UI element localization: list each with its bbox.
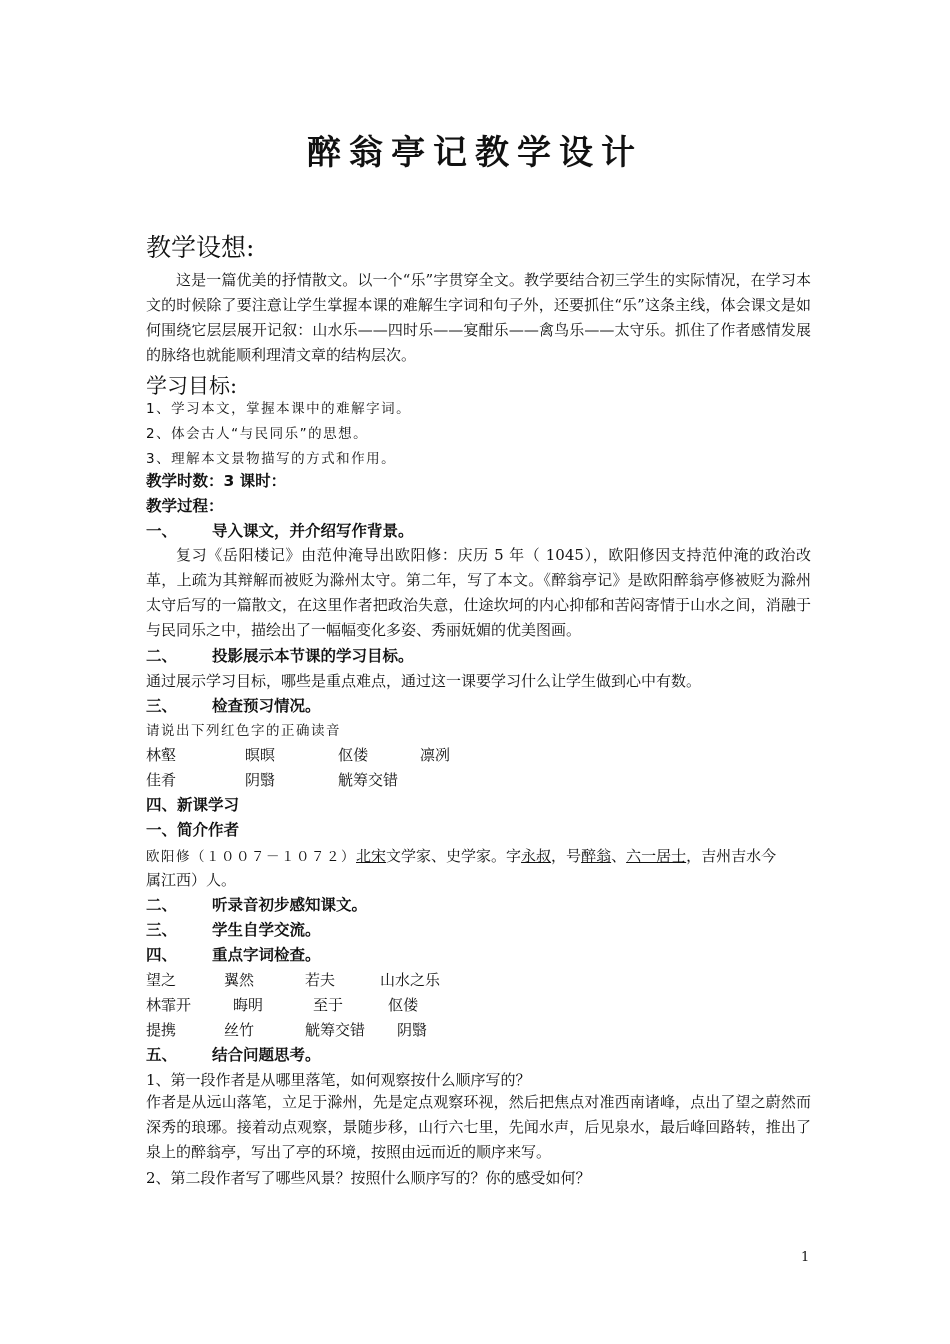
answer-1: 作者是从远山落笔，立足于滁州，先是定点观察环视，然后把焦点对准西南诸峰，点出了望之蔚然而深秀的琅琊。接着动点观察，景随步移，山行六七里，先闻水声，后见泉水，最后峰回路转，推出了泉上的醉翁亭，写出了亭的环境，按照由远而近的顺序来写。 bbox=[146, 1093, 811, 1161]
vocab-word: 暝暝 bbox=[245, 746, 276, 764]
teaching-hours: 教学时数：3 课时： bbox=[146, 472, 287, 490]
key-word: 望之 bbox=[146, 971, 177, 989]
author-text: ，号 bbox=[551, 847, 582, 865]
link-art-name-zuiweng[interactable]: 醉翁 bbox=[581, 847, 612, 865]
section-number: 二、 bbox=[146, 896, 178, 914]
author-intro-line-2: 属江西）人。 bbox=[146, 871, 237, 889]
goal-item: 3、理解本文景物描写的方式和作用。 bbox=[146, 451, 397, 467]
section-number: 四、 bbox=[146, 946, 178, 964]
section-2-heading bbox=[146, 645, 414, 667]
teaching-process-heading: 教学过程： bbox=[146, 497, 224, 515]
section-number: 五、 bbox=[146, 1046, 178, 1064]
link-northern-song[interactable]: 北宋 bbox=[356, 847, 387, 865]
author-name: 欧阳修 bbox=[146, 849, 191, 865]
vocab-word: 觥筹交错 bbox=[338, 771, 399, 789]
key-word: 晦明 bbox=[233, 996, 264, 1014]
heading-learning-goals: 学习目标: bbox=[146, 374, 238, 398]
author-intro-heading: 一、简介作者 bbox=[146, 821, 240, 839]
section-number: 一、 bbox=[146, 522, 178, 540]
section-title: 导入课文，并介绍写作背景。 bbox=[212, 522, 414, 540]
question-2: 2、第二段作者写了哪些风景？按照什么顺序写的？你的感受如何？ bbox=[146, 1169, 591, 1187]
goals-display-paragraph: 通过展示学习目标，哪些是重点难点，通过这一课要学习什么让学生做到心中有数。 bbox=[146, 672, 702, 690]
key-word: 山水之乐 bbox=[380, 971, 441, 989]
section-number: 三、 bbox=[146, 921, 178, 939]
step-2-heading bbox=[146, 894, 367, 916]
vocab-word: 凛冽 bbox=[420, 746, 451, 764]
key-word: 翼然 bbox=[224, 971, 255, 989]
key-word: 觥筹交错 bbox=[305, 1021, 366, 1039]
author-intro-line bbox=[146, 845, 776, 868]
vocab-word: 伛偻 bbox=[338, 746, 369, 764]
question-1: 1、第一段作者是从哪里落笔，如何观察按什么顺序写的？ bbox=[146, 1071, 531, 1089]
section-1-heading bbox=[146, 520, 414, 542]
section-title: 结合问题思考。 bbox=[212, 1046, 321, 1064]
author-text: 、 bbox=[611, 847, 627, 865]
section-number: 三、 bbox=[146, 697, 178, 715]
key-word: 提携 bbox=[146, 1021, 177, 1039]
goal-item: 2、体会古人“与民同乐”的思想。 bbox=[146, 426, 369, 442]
step-5-heading bbox=[146, 1044, 321, 1066]
key-word: 丝竹 bbox=[224, 1021, 255, 1039]
key-word: 若夫 bbox=[305, 971, 336, 989]
author-years: （１００７－１０７２） bbox=[191, 849, 356, 865]
section-title: 检查预习情况。 bbox=[212, 697, 321, 715]
section-title: 听录音初步感知课文。 bbox=[212, 896, 368, 914]
vocab-word: 佳肴 bbox=[146, 771, 177, 789]
page-number: 1 bbox=[801, 1250, 810, 1265]
section-title: 重点字词检查。 bbox=[212, 946, 321, 964]
step-4-heading bbox=[146, 944, 321, 966]
link-art-name-liuyi[interactable]: 六一居士 bbox=[626, 847, 687, 865]
vocab-word: 林壑 bbox=[146, 746, 177, 764]
key-word: 伛偻 bbox=[388, 996, 419, 1014]
section-number: 二、 bbox=[146, 647, 178, 665]
link-courtesy-name[interactable]: 永叔 bbox=[521, 847, 552, 865]
author-text: 文学家、史学家。字 bbox=[386, 847, 522, 865]
background-paragraph: 复习《岳阳楼记》由范仲淹导出欧阳修：庆历 5 年（ 1045），欧阳修因支持范仲淹的政治改革，上疏为其辩解而被贬为滁州太守。第二年，写了本文。《醉翁亭记》是欧阳醉翁亭修被贬为滁州太守后写的一篇散文，在这里作者把政治失意，仕途坎坷的内心抑郁和苦闷寄情于山水之间，消融于与民同乐之中，描绘出了一幅幅变化多姿、秀丽妩媚的优美图画。 bbox=[146, 546, 811, 639]
heading-teaching-idea: 教学设想: bbox=[146, 233, 255, 262]
document-title: 醉翁亭记教学设计 bbox=[307, 133, 643, 173]
section-4-heading: 四、新课学习 bbox=[146, 796, 240, 814]
goal-item: 1、学习本文，掌握本课中的难解字词。 bbox=[146, 401, 412, 417]
section-title: 投影展示本节课的学习目标。 bbox=[212, 647, 414, 665]
teaching-idea-paragraph: 这是一篇优美的抒情散文。以一个“乐”字贯穿全文。教学要结合初三学生的实际情况，在学习本文的时候除了要注意让学生掌握本课的难解生字词和句子外，还要抓住“乐”这条主线，体会课文是如何围绕它层层展开记叙：山水乐——四时乐——宴酣乐——禽鸟乐——太守乐。抓住了作者感情发展的脉络也就能顺利理清文章的结构层次。 bbox=[146, 271, 811, 364]
section-title: 学生自学交流。 bbox=[212, 921, 321, 939]
author-text: ，吉州吉水今 bbox=[686, 847, 777, 865]
step-3-heading bbox=[146, 919, 321, 941]
key-word: 林霏开 bbox=[146, 996, 192, 1014]
key-word: 至于 bbox=[313, 996, 344, 1014]
section-3-heading bbox=[146, 695, 321, 717]
vocab-word: 阴翳 bbox=[245, 771, 276, 789]
pronunciation-instruction: 请说出下列红色字的正确读音 bbox=[146, 723, 341, 739]
key-word: 阴翳 bbox=[397, 1021, 428, 1039]
